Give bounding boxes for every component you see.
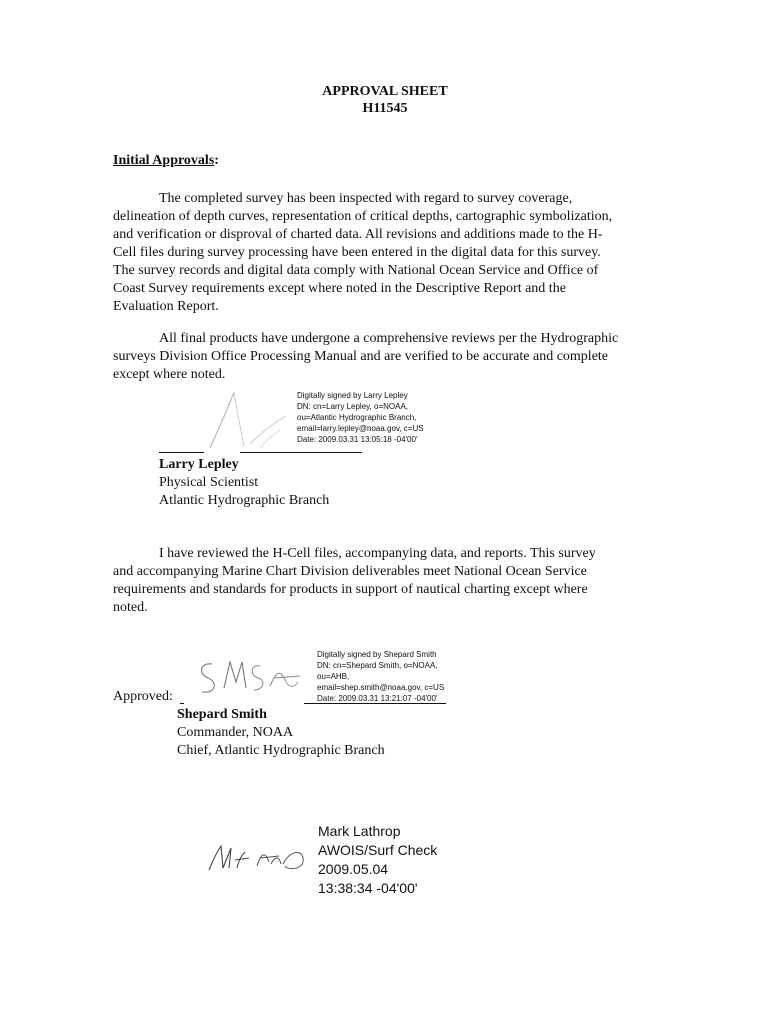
digital-signature-line: DN: cn=Shepard Smith, o=NOAA,	[317, 661, 438, 670]
paragraph-line: Coast Survey requirements except where noted in the Descriptive Report and the	[113, 281, 566, 296]
signer-name: Mark Lathrop	[318, 823, 401, 839]
final-products-paragraph	[113, 330, 661, 384]
paragraph-line: Evaluation Report.	[113, 299, 219, 314]
initial-approvals-heading-colon: :	[214, 153, 219, 168]
mark-lathrop-signature-block	[318, 822, 437, 898]
paragraph-line: Cell files during survey processing have been entered in the digital data for this survey.	[113, 245, 601, 260]
paragraph-line: All final products have undergone a comprehensive reviews per the Hydrographic	[159, 331, 619, 346]
hcell-review-paragraph	[113, 545, 661, 617]
signer-name: Shepard Smith	[177, 707, 267, 722]
paragraph-line: noted.	[113, 600, 148, 615]
signer-role: Commander, NOAA	[177, 725, 294, 740]
shepard-smith-digital-signature	[317, 649, 444, 704]
paragraph-line: except where noted.	[113, 367, 226, 382]
digital-signature-line: Digitally signed by Larry Lepley	[297, 391, 408, 400]
initial-approvals-heading	[113, 153, 219, 169]
signer-org: Atlantic Hydrographic Branch	[159, 493, 330, 508]
shepard-smith-signature-icon	[190, 652, 305, 702]
digital-signature-line: Date: 2009.03.31 13:05:18 -04'00'	[297, 435, 418, 444]
paragraph-line: and accompanying Marine Chart Division deliverables meet National Ocean Service	[113, 564, 587, 579]
signer-role: AWOIS/Surf Check	[318, 842, 438, 858]
initial-approvals-heading-text: Initial Approvals	[113, 153, 215, 168]
approved-label: Approved:	[113, 689, 173, 704]
signature-date: 2009.05.04	[318, 861, 389, 877]
digital-signature-line: DN: cn=Larry Lepley, o=NOAA,	[297, 402, 409, 411]
digital-signature-line: email=shep.smith@noaa.gov, c=US	[317, 683, 445, 692]
survey-number: H11545	[362, 101, 408, 116]
signer-role: Physical Scientist	[159, 475, 259, 490]
digital-signature-line: Digitally signed by Shepard Smith	[317, 650, 437, 659]
digital-signature-line: ou=Atlantic Hydrographic Branch,	[297, 413, 417, 422]
signature-line	[304, 703, 446, 704]
paragraph-line: surveys Division Office Processing Manual and are verified to be accurate and complete	[113, 349, 609, 364]
paragraph-line: and verification or disproval of charted data. All revisions and additions made to the H-	[113, 227, 603, 242]
mark-lathrop-signature-icon	[205, 838, 310, 878]
paragraph-line: The completed survey has been inspected with regard to survey coverage,	[159, 191, 573, 206]
shepard-smith-signature-block	[177, 706, 385, 760]
digital-signature-line: email=larry.lepley@noaa.gov, c=US	[297, 424, 424, 433]
paragraph-line: requirements and standards for products in support of nautical charting except where	[113, 582, 588, 597]
document-title: APPROVAL SHEET	[322, 84, 448, 99]
signature-line	[159, 452, 204, 453]
larry-lepley-signature-block	[159, 456, 329, 510]
larry-lepley-signature-icon	[200, 386, 295, 456]
paragraph-line: I have reviewed the H-Cell files, accompanying data, and reports. This survey	[159, 546, 596, 561]
digital-signature-line: Date: 2009.03.31 13:21:07 -04'00'	[317, 694, 438, 703]
signature-line	[180, 703, 184, 704]
inspection-paragraph	[113, 190, 661, 316]
signer-name: Larry Lepley	[159, 457, 239, 472]
larry-lepley-digital-signature	[297, 390, 424, 445]
signature-line	[240, 452, 362, 453]
digital-signature-line: ou=AHB,	[317, 672, 350, 681]
signature-time: 13:38:34 -04'00'	[318, 880, 418, 896]
signer-org: Chief, Atlantic Hydrographic Branch	[177, 743, 385, 758]
paragraph-line: delineation of depth curves, representation of critical depths, cartographic symbolization,	[113, 209, 613, 224]
paragraph-line: The survey records and digital data comply with National Ocean Service and Office of	[113, 263, 599, 278]
